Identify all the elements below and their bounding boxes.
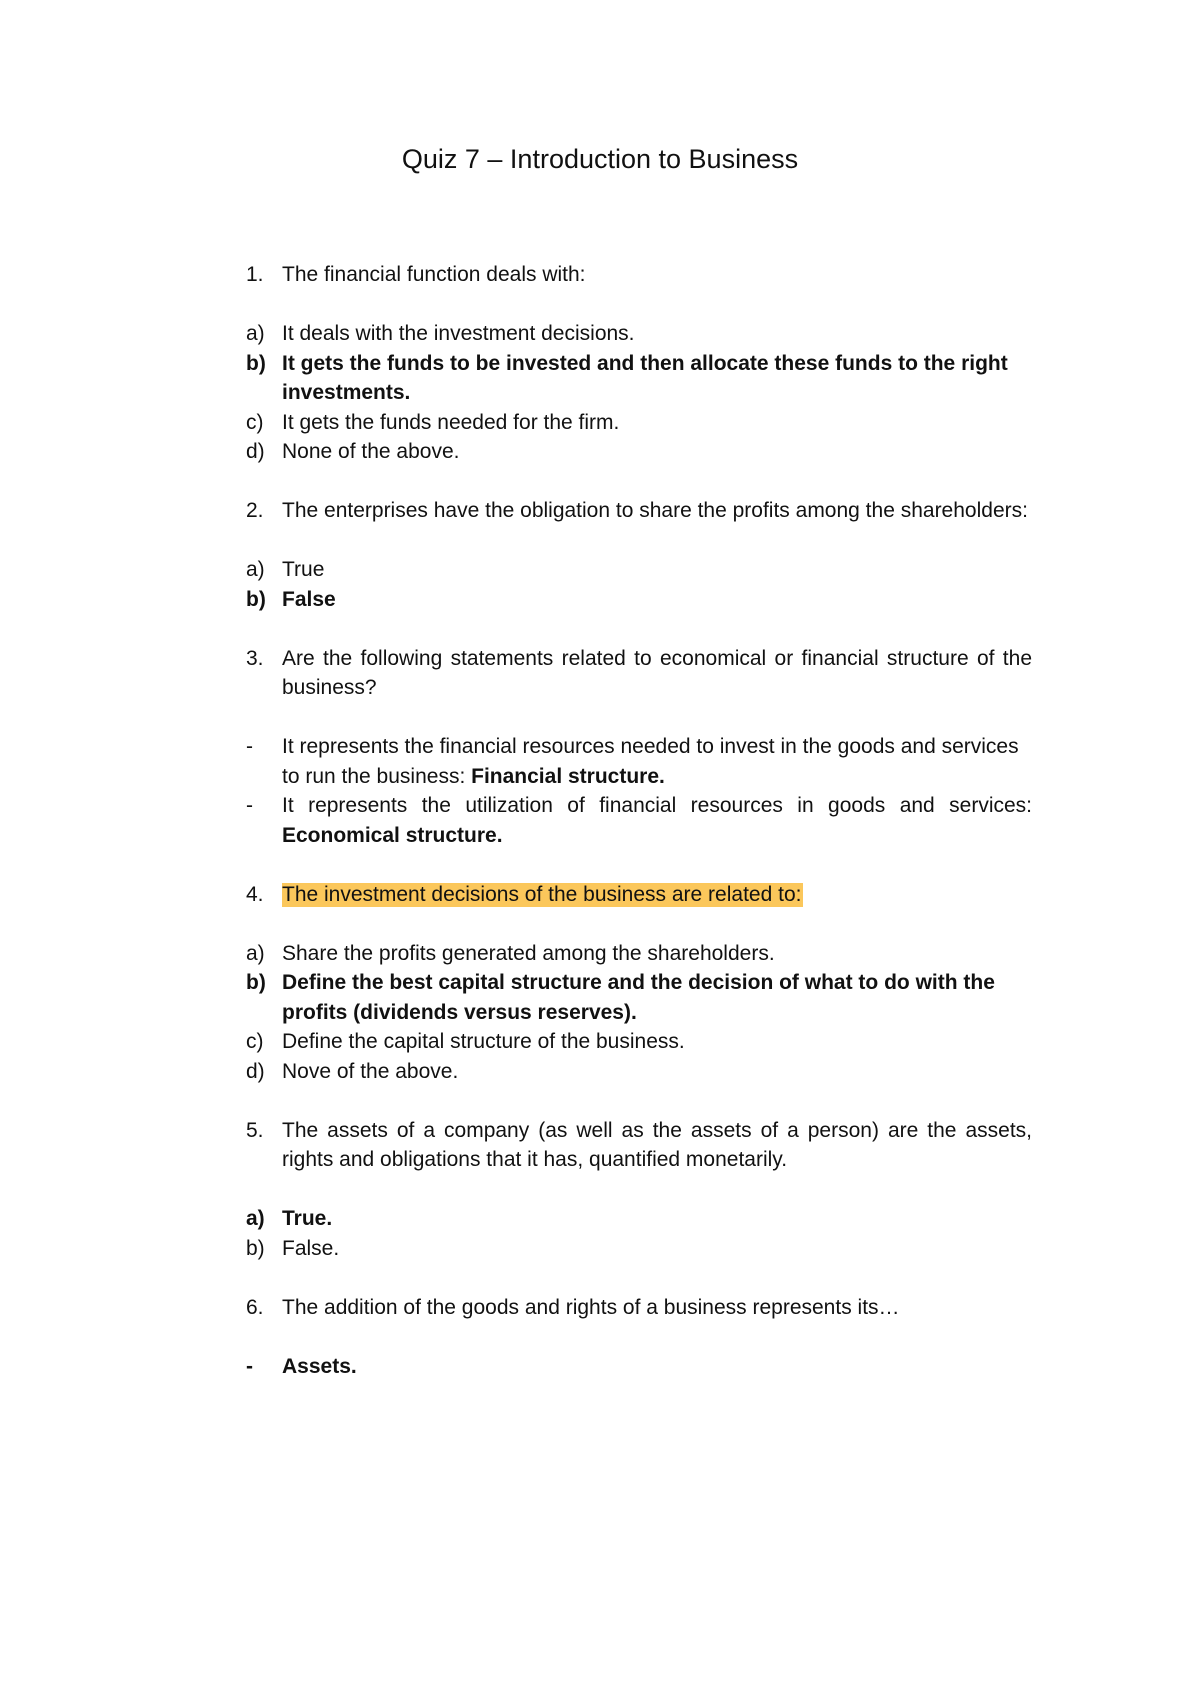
question-text: The enterprises have the obligation to share the profits among the shareholders: <box>282 499 1028 522</box>
option-4b-correct <box>246 968 1032 1027</box>
option-text: True. <box>282 1207 333 1230</box>
question-text: The assets of a company (as well as the assets of a person) are the assets, rights and obligations that it has, quantified monetarily. <box>282 1118 1032 1171</box>
question-2 <box>246 496 1032 526</box>
option-label: b) <box>246 587 266 611</box>
question-5 <box>246 1116 1032 1175</box>
option-text: Nove of the above. <box>282 1059 459 1083</box>
option-2a <box>246 555 1032 585</box>
option-text: None of the above. <box>282 440 460 463</box>
statement-text: It represents the financial resources needed to invest in the goods and services to run the business: <box>282 735 1019 788</box>
option-label: a) <box>246 322 265 345</box>
option-4d <box>246 1057 1032 1087</box>
statement-3-1 <box>246 732 1032 791</box>
option-text: Define the best capital structure and the decision of what to do with the profits (dividends versus reserves). <box>282 971 995 1024</box>
dash-bullet: - <box>246 1354 253 1378</box>
statement-3-2 <box>246 791 1032 850</box>
option-1b-correct <box>246 349 1032 408</box>
option-label: a) <box>246 941 265 965</box>
option-text: Define the capital structure of the business. <box>282 1030 685 1053</box>
question-number: 5. <box>246 1118 264 1142</box>
statement-text: It represents the utilization of financial resources in goods and services: <box>282 794 1032 817</box>
option-1d <box>246 437 1032 467</box>
option-label: d) <box>246 440 265 463</box>
question-number: 6. <box>246 1295 264 1319</box>
option-text: True <box>282 558 325 581</box>
option-5a-correct <box>246 1204 1032 1234</box>
option-text: It deals with the investment decisions. <box>282 322 635 345</box>
dash-bullet: - <box>246 735 253 758</box>
option-1a <box>246 319 1032 349</box>
question-text: The financial function deals with: <box>282 263 586 286</box>
question-4 <box>246 880 1032 910</box>
answer-6 <box>246 1352 1032 1382</box>
question-3 <box>246 644 1032 703</box>
option-5b <box>246 1234 1032 1264</box>
option-2b-correct <box>246 585 1032 615</box>
page-title: Quiz 7 – Introduction to Business <box>401 144 799 174</box>
option-label: d) <box>246 1059 265 1083</box>
option-label: a) <box>246 1207 265 1230</box>
option-text: False <box>282 587 336 611</box>
dash-bullet: - <box>246 794 253 817</box>
option-label: b) <box>246 971 266 994</box>
option-text: It gets the funds needed for the firm. <box>282 410 620 434</box>
question-6 <box>246 1293 1032 1323</box>
question-number: 1. <box>246 263 264 286</box>
option-4a <box>246 939 1032 969</box>
question-number: 4. <box>246 882 264 906</box>
option-text: It gets the funds to be invested and then allocate these funds to the right investments. <box>282 351 1008 404</box>
option-label: c) <box>246 1030 264 1053</box>
option-label: b) <box>246 1236 265 1260</box>
question-text: Are the following statements related to economical or financial structure of the business? <box>282 646 1032 699</box>
option-label: b) <box>246 351 266 375</box>
answer-text: Assets. <box>282 1354 357 1378</box>
question-text: The addition of the goods and rights of a business represents its… <box>282 1295 900 1319</box>
question-1 <box>246 260 1032 290</box>
quiz-content <box>246 260 1032 1381</box>
highlighted-question-text: The investment decisions of the business are related to: <box>282 882 802 906</box>
option-1c <box>246 408 1032 438</box>
statement-answer: Economical structure. <box>282 823 503 847</box>
option-label: c) <box>246 410 264 434</box>
question-number: 3. <box>246 646 264 670</box>
option-text: False. <box>282 1236 340 1260</box>
question-number: 2. <box>246 499 264 522</box>
option-text: Share the profits generated among the shareholders. <box>282 941 775 965</box>
option-4c <box>246 1027 1032 1057</box>
option-label: a) <box>246 558 265 581</box>
statement-answer: Financial structure. <box>471 764 665 788</box>
